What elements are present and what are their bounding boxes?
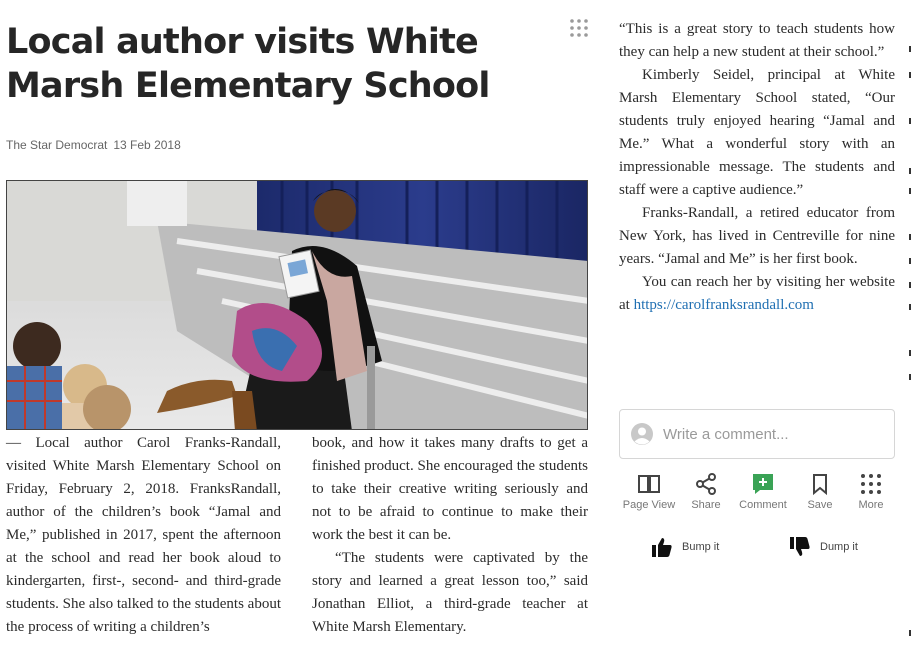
avatar-icon (631, 423, 653, 445)
byline (6, 138, 181, 152)
paragraph (619, 271, 895, 317)
thumbs-up-icon (652, 537, 672, 557)
article-title: Local author visits White Marsh Elementary School (6, 22, 490, 106)
save-label: Save (807, 499, 833, 511)
source-name[interactable]: The Star Democrat (6, 138, 108, 152)
more-label: More (858, 499, 884, 511)
thumbs-down-icon (790, 537, 810, 557)
article-photo (6, 180, 588, 430)
publish-date: 13 Feb 2018 (113, 138, 181, 152)
comment-button[interactable] (736, 472, 790, 511)
action-toolbar (619, 472, 895, 516)
dump-it-button[interactable] (790, 537, 858, 557)
article-column-3 (619, 18, 895, 317)
bookmark-icon (808, 472, 832, 496)
comment-icon (751, 472, 775, 496)
paragraph: “The students were captivated by the story and learned a great lesson too,” said Jonathan Elliot, a third-grade teacher at White Marsh Elementary. (312, 550, 588, 635)
share-label: Share (691, 499, 721, 511)
bump-it-label: Bump it (682, 541, 720, 553)
paragraph: Franks-Randall, a retired educator from New York, has lived in Centreville for nine years. “Jamal and Me” is her first book. (619, 205, 895, 267)
share-icon (694, 472, 718, 496)
page-view-button[interactable] (622, 472, 676, 511)
comment-input[interactable] (619, 409, 895, 459)
grip-icon[interactable] (569, 18, 589, 38)
paragraph: “This is a great story to teach students how they can help a new student at their school.” (619, 21, 895, 60)
page-view-icon (637, 472, 661, 496)
paragraph-text: You can reach her by visiting her website at (619, 274, 895, 313)
comment-placeholder: Write a comment... (663, 425, 789, 443)
comment-label: Comment (739, 499, 787, 511)
save-button[interactable] (793, 472, 847, 511)
photo-illustration (7, 181, 588, 430)
paragraph: book, and how it takes many drafts to get a finished product. She encouraged the students to take their creative writing seriously and not to be afraid to continue to make their work the best it can be. (312, 435, 588, 543)
more-button[interactable] (844, 472, 898, 511)
share-button[interactable] (679, 472, 733, 511)
bump-it-button[interactable] (652, 537, 719, 557)
page-view-label: Page View (622, 499, 676, 511)
article-column-2 (312, 432, 588, 639)
paragraph: — Local author Carol Franks-Randall, visited White Marsh Elementary School on Friday, February 2, 2018. FranksRandall, author of the children’s book “Jamal and Me,” published in 2017, spent the afternoon at the school and read her book aloud to kindergarten, first-, second- and third-grade students. She also talked to the students about the process of writing a children’s (6, 435, 281, 635)
article-column-1 (6, 432, 281, 639)
page-edge-texture (906, 20, 915, 670)
website-link[interactable]: https://carolfranksrandall.com (633, 297, 814, 313)
paragraph: Kimberly Seidel, principal at White Marsh Elementary School stated, “Our students truly enjoyed hearing “Jamal and Me.” What a wonderful story with an impressionable message. The students and staff were a captive audience.” (619, 67, 895, 198)
dump-it-label: Dump it (820, 541, 858, 553)
more-icon (859, 472, 883, 496)
